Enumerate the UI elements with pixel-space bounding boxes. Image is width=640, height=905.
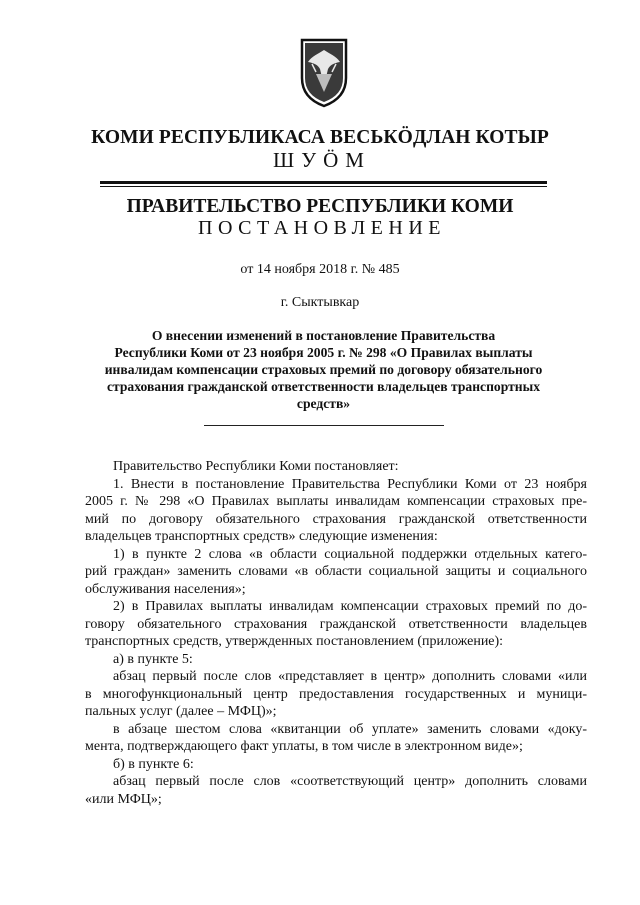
body-line: 1) в пункте 2 слова «в области социальной поддержки отдельных катего- — [113, 546, 587, 562]
body-line: а) в пункте 5: — [113, 651, 193, 667]
header-divider-thin — [100, 186, 547, 187]
document-title — [100, 327, 547, 412]
document-date-number: от 14 ноября 2018 г. № 485 — [240, 262, 400, 277]
body-line: владельцев транспортных средств» следующие изменения: — [85, 529, 438, 544]
komi-document-type: ШУӦМ — [273, 148, 371, 172]
body-line: в абзаце шестом слова «квитанции об уплате» заменить словами «доку- — [113, 721, 587, 737]
body-line: 2005 г. № 298 «О Правилах выплаты инвалидам компенсации страховых пре- — [85, 494, 587, 509]
title-line: Республики Коми от 23 ноября 2005 г. № 298 «О Правилах выплаты — [114, 345, 533, 360]
body-line: Правительство Республики Коми постановляет: — [113, 459, 399, 474]
russian-document-type: ПОСТАНОВЛЕНИЕ — [198, 217, 446, 239]
komi-coat-of-arms-icon — [298, 36, 350, 108]
komi-government-name: КОМИ РЕСПУБЛИКАСА ВЕСЬКӦДЛАН КОТЫР — [91, 127, 549, 148]
body-line: в многофункциональный центр предоставления государственных и муници- — [85, 686, 587, 702]
body-line: 2) в Правилах выплаты инвалидам компенсации страховых премий по до- — [113, 599, 587, 614]
body-line: говору обязательного страхования гражданской ответственности владельцев — [85, 616, 587, 632]
document-city: г. Сыктывкар — [280, 295, 360, 310]
body-line: транспортных средств, утвержденных постановлением (приложение): — [85, 634, 504, 649]
header-divider-thick — [100, 181, 547, 184]
document-body — [85, 458, 587, 808]
body-line: мента, подтверждающего факт уплаты, в том числе в электронном виде»; — [85, 739, 523, 754]
body-line: пальных услуг (далее – МФЦ)»; — [85, 704, 277, 719]
body-line: обслуживания населения»; — [85, 581, 246, 597]
title-underline — [204, 425, 444, 426]
title-line: страхования гражданской ответственности владельцев транспортных — [106, 379, 541, 394]
russian-government-name: ПРАВИТЕЛЬСТВО РЕСПУБЛИКИ КОМИ — [126, 196, 514, 217]
body-line: «или МФЦ»; — [85, 791, 162, 807]
body-line: б) в пункте 6: — [113, 756, 194, 772]
title-line: О внесении изменений в постановление Правительства — [151, 328, 496, 343]
body-line: абзац первый после слов «соответствующий центр» дополнить словами — [113, 774, 587, 789]
title-line: средств» — [296, 396, 351, 411]
body-line: мий по договору обязательного страхования гражданской ответственности — [85, 511, 587, 527]
body-line: рий граждан» заменить словами «в области социальной защиты и социального — [85, 564, 587, 579]
body-line: абзац первый после слов «представляет в центр» дополнить словами «или — [113, 669, 587, 684]
body-line: 1. Внести в постановление Правительства Республики Коми от 23 ноября — [113, 476, 587, 492]
title-line: инвалидам компенсации страховых премий по договору обязательного — [104, 362, 543, 377]
